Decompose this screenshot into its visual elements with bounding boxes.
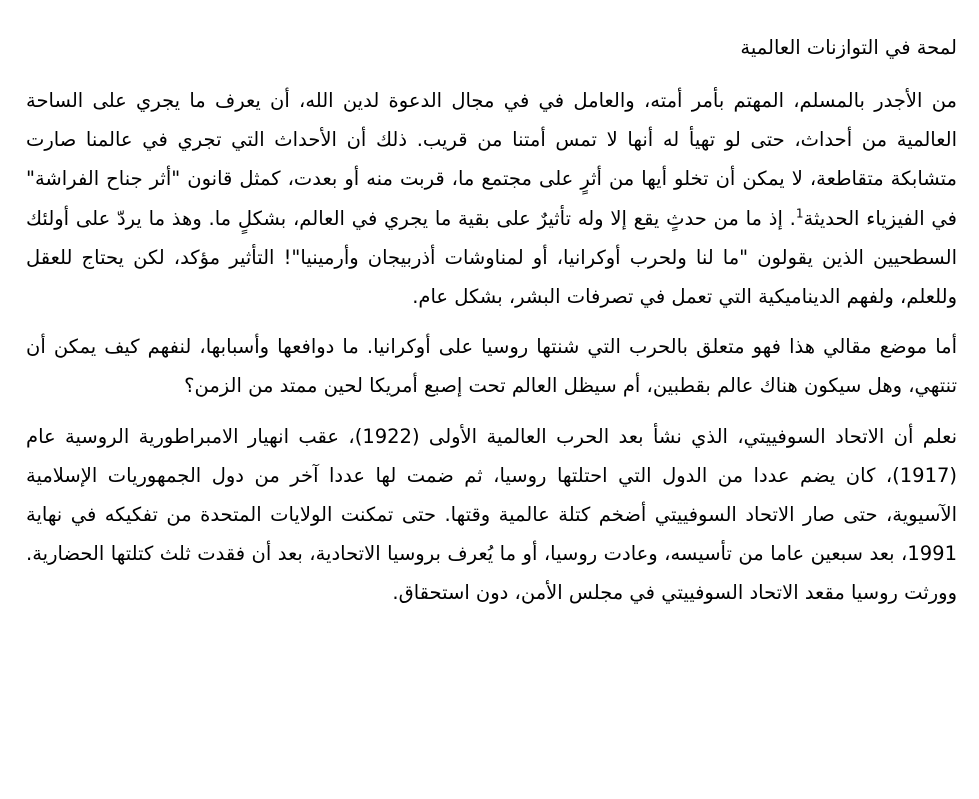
paragraph-2: أما موضع مقالي هذا فهو متعلق بالحرب التي شنتها روسيا على أوكرانيا. ما دوافعها وأسبابها، لنفهم كيف يمكن أن تنتهي، وهل سيكون هناك عالم بقطبين، أم سيظل العالم تحت إصبع أمريكا لحين ممتد من الزمن؟ [26,335,957,398]
document-title: لمحة في التوازنات العالمية [740,36,957,59]
footnote-reference[interactable]: 1 [795,206,804,221]
paragraph-1 [26,81,957,316]
paragraph-1-text-start: من الأجدر بالمسلم، المهتم بأمر أمته، والعامل في في مجال الدعوة لدين الله، أن يعرف ما يجري على الساحة العالمية من أحداث، حتى لو تهيأ له أنها لا تمس أمتنا من قريب. ذلك أن الأحداث التي تجري في عالمنا صارت متشابكة متقاطعة، لا يمكن أن تخلو أيها من أثرٍ على مجتمع ما، قربت منه أو بعدت، كمثل قانون "أثر جناح الفراشة" في الفيزياء الحديثة [26,89,957,230]
paragraph-1-text-end: . إذ ما من حدثٍ يقع إلا وله تأثيرٌ على بقية ما يجري في العالم، بشكلٍ ما. وهذ ما يردّ على أولئك السطحيين الذين يقولون "ما لنا ولحرب أوكرانيا، أو لمناوشات أذربيجان وأرمينيا"! التأثير مؤكد، لكن يحتاج للعقل وللعلم، ولفهم الديناميكية التي تعمل في تصرفات البشر، بشكل عام. [26,206,957,309]
paragraph-3: نعلم أن الاتحاد السوفييتي، الذي نشأ بعد الحرب العالمية الأولى (1922)، عقب انهيار الامبراطورية الروسية عام (1917)، كان يضم عددا من الدول التي احتلتها روسيا، ثم ضمت لها عددا آخر من دول الجمهوريات الإسلامية الآسيوية، حتى صار الاتحاد السوفييتي أضخم كتلة عالمية وقتها. حتى تمكنت الولايات المتحدة من تفكيكه في نهاية 1991، بعد سبعين عاما من تأسيسه، وعادت روسيا، أو ما يُعرف بروسيا الاتحادية، بعد أن فقدت ثلث كتلتها الحضارية. وورثت روسيا مقعد الاتحاد السوفييتي في مجلس الأمن، دون استحقاق. [26,424,958,605]
